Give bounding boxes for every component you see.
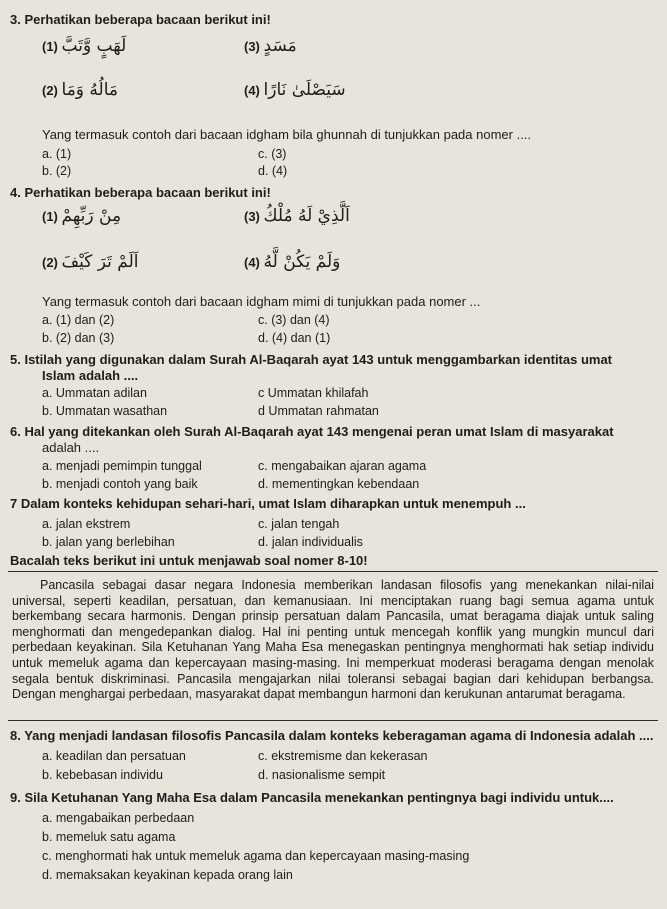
question-5-option-c[interactable]: c Ummatan khilafah xyxy=(258,386,369,400)
question-3-example-4: (4) سَيَصْلَىٰ نَارًا xyxy=(244,80,346,100)
question-8-option-a[interactable]: a. keadilan dan persatuan xyxy=(42,749,186,763)
arabic-text: مَسَدٍ xyxy=(263,36,297,56)
question-6-option-b[interactable]: b. menjadi contoh yang baik xyxy=(42,477,198,491)
question-7-option-d[interactable]: d. jalan individualis xyxy=(258,535,363,549)
question-4-option-a[interactable]: a. (1) dan (2) xyxy=(42,313,115,327)
question-9-option-a[interactable]: a. mengabaikan perbedaan xyxy=(42,811,195,825)
question-9-option-d[interactable]: d. memaksakan keyakinan kepada orang lain xyxy=(42,868,293,882)
question-7-option-a[interactable]: a. jalan ekstrem xyxy=(42,517,131,531)
passage-text: Pancasila sebagai dasar negara Indonesia memberikan landasan filosofis yang menekankan nilai-nilai universal, seperti keadilan, persatuan, dan kemanusiaan. Ini menciptakan ruang bagi semua agama untuk berkembang secara harmonis. Dengan prinsip persatuan dalam Pancasila, umat beragama diajak untuk saling menghormati dan mengedepankan dialog. Hal ini penting untuk mencegah konflik yang mungkin muncul dari perbedaan keyakinan. Sila Ketuhanan Yang Maha Esa menegaskan pentingnya menghormati hak setiap individu untuk memeluk agama dan kepercayaan masing-masing. Ini memperkuat moderasi beragama dengan menolak segala bentuk diskriminasi. Pancasila mengajarkan nilai toleransi sebagai bagian dari kehidupan berbangsa. Dengan menghargai perbedaan, masyarakat dapat membangun harmoni dan kerukunan antarumat beragama. xyxy=(12,578,654,702)
arabic-text: لَهَبٍ وَّتَبَّ xyxy=(61,36,127,56)
question-9-option-c[interactable]: c. menghormati hak untuk memeluk agama dan kepercayaan masing-masing xyxy=(42,849,470,863)
question-3-option-c[interactable]: c. (3) xyxy=(258,147,287,161)
question-6-text-continued: adalah .... xyxy=(42,440,100,455)
question-6-option-c[interactable]: c. mengabaikan ajaran agama xyxy=(258,459,427,473)
arabic-text: مَالُهُ وَمَا xyxy=(61,80,118,100)
question-9-text: 9. Sila Ketuhanan Yang Maha Esa dalam Pancasila menekankan pentingnya bagi individu untuk.... xyxy=(10,790,614,805)
arabic-text: مِنْ رَبِّهِمْ xyxy=(61,206,122,226)
question-4-example-4: (4) وَلَمْ يَكُنْ لَّهُ xyxy=(244,252,341,272)
question-3-example-3: (3) مَسَدٍ xyxy=(244,36,297,56)
question-4-example-1: (1) مِنْ رَبِّهِمْ xyxy=(42,206,122,226)
question-7-text: 7 Dalam konteks kehidupan sehari-hari, umat Islam diharapkan untuk menempuh ... xyxy=(10,496,526,511)
question-8-text: 8. Yang menjadi landasan filosofis Pancasila dalam konteks keberagaman agama di Indonesia adalah .... xyxy=(10,728,654,743)
question-4-option-c[interactable]: c. (3) dan (4) xyxy=(258,313,330,327)
question-5-option-d[interactable]: d Ummatan rahmatan xyxy=(258,404,379,418)
question-4-text: 4. Perhatikan beberapa bacaan berikut ini! xyxy=(10,185,271,200)
question-5-text-continued: Islam adalah .... xyxy=(42,368,139,383)
question-4-example-2: (2) اَلَمْ تَرَ كَيْفَ xyxy=(42,252,139,272)
question-7-option-b[interactable]: b. jalan yang berlebihan xyxy=(42,535,175,549)
question-3-option-d[interactable]: d. (4) xyxy=(258,164,288,178)
arabic-text: اَلَّذِيْ لَهُ مُلْكُ xyxy=(263,206,350,226)
arabic-text: وَلَمْ يَكُنْ لَّهُ xyxy=(263,252,341,272)
question-9-option-b[interactable]: b. memeluk satu agama xyxy=(42,830,176,844)
question-6-option-d[interactable]: d. mementingkan kebendaan xyxy=(258,477,420,491)
question-3-prompt: Yang termasuk contoh dari bacaan idgham bila ghunnah di tunjukkan pada nomer .... xyxy=(42,127,532,142)
question-4-option-b[interactable]: b. (2) dan (3) xyxy=(42,331,115,345)
question-4-prompt: Yang termasuk contoh dari bacaan idgham mimi di tunjukkan pada nomer ... xyxy=(42,294,481,309)
question-6-text: 6. Hal yang ditekankan oleh Surah Al-Baqarah ayat 143 mengenai peran umat Islam di masyarakat xyxy=(10,424,614,439)
question-8-option-b[interactable]: b. kebebasan individu xyxy=(42,768,163,782)
question-3-text: 3. Perhatikan beberapa bacaan berikut ini! xyxy=(10,12,271,27)
question-5-option-b[interactable]: b. Ummatan wasathan xyxy=(42,404,168,418)
reading-passage xyxy=(12,578,654,703)
section-title: Bacalah teks berikut ini untuk menjawab soal nomer 8-10! xyxy=(10,553,368,568)
question-8-option-d[interactable]: d. nasionalisme sempit xyxy=(258,768,386,782)
question-3-option-b[interactable]: b. (2) xyxy=(42,164,72,178)
question-8-option-c[interactable]: c. ekstremisme dan kekerasan xyxy=(258,749,428,763)
question-7-option-c[interactable]: c. jalan tengah xyxy=(258,517,340,531)
question-3-example-2: (2) مَالُهُ وَمَا xyxy=(42,80,118,100)
question-4-example-3: (3) اَلَّذِيْ لَهُ مُلْكُ xyxy=(244,206,350,226)
divider xyxy=(8,720,658,721)
arabic-text: سَيَصْلَىٰ نَارًا xyxy=(263,80,346,100)
question-4-option-d[interactable]: d. (4) dan (1) xyxy=(258,331,331,345)
question-5-text: 5. Istilah yang digunakan dalam Surah Al-Baqarah ayat 143 untuk menggambarkan identitas umat xyxy=(10,352,613,367)
question-3-example-1: (1) لَهَبٍ وَّتَبَّ xyxy=(42,36,127,56)
divider xyxy=(8,571,658,572)
question-6-option-a[interactable]: a. menjadi pemimpin tunggal xyxy=(42,459,202,473)
question-3-option-a[interactable]: a. (1) xyxy=(42,147,72,161)
question-5-option-a[interactable]: a. Ummatan adilan xyxy=(42,386,147,400)
arabic-text: اَلَمْ تَرَ كَيْفَ xyxy=(61,252,139,272)
